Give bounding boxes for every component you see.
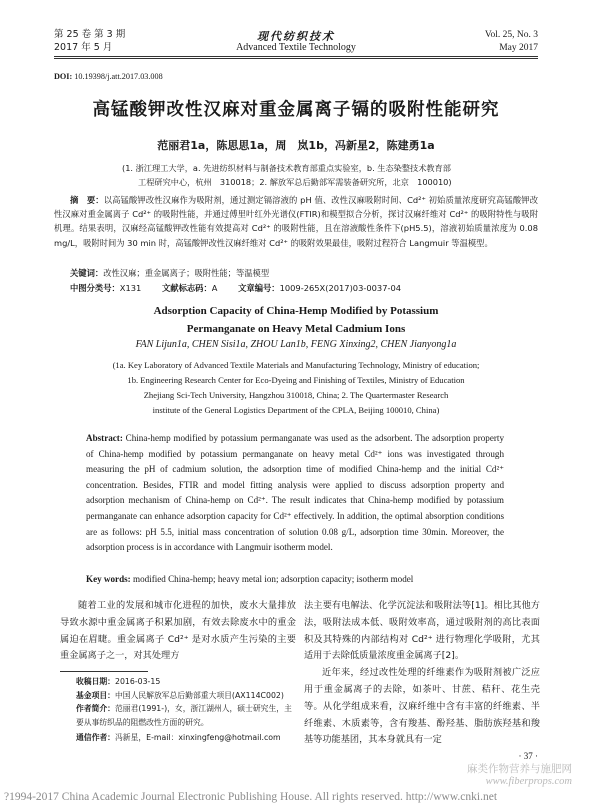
doc-code-value: A (211, 283, 218, 293)
abstract-en-label: Abstract: (86, 433, 123, 443)
keywords-en (86, 574, 504, 584)
affiliation-en-line: institute of the General Logistics Department of the CPLA, Beijing 100010, China) (152, 405, 440, 415)
journal-title-en: Advanced Textile Technology (236, 42, 356, 53)
journal-title-zh: 现代纺织技术 (257, 30, 335, 43)
abstract-en-text: China-hemp modified by potassium permanganate was used as the adsorbent. The adsorption property of China-hemp modified by potassium permanganate on heavy metal Cd²⁺ ions was investigated through measuring the pH of cadmium solution, the adsorption time of modified China-hemp and the initial Cd²⁺ concentration. Besides, FTIR and model fitting analysis were applied to discuss adsorption property and adsorption mechanism of China-hemp on Cd²⁺. The result indicates that China-hemp modified by potassium permanganate can enhance adsorption capacity for Cd²⁺ effectively. In addition, the optimal absorption conditions are as follows: pH 5.5, initial mass concentration of solution 0.08 g/L, adsorption time 30min. Moreover, the adsorption process is in accordance with Langmuir isotherm model. (86, 433, 504, 553)
watermark-url: www.fiberprops.com (485, 776, 572, 787)
clc-label: 中图分类号： (70, 283, 120, 293)
keywords-en-text: modified China-hemp; heavy metal ion; adsorption capacity; isotherm model (133, 574, 414, 584)
paper-title-zh: 高锰酸钾改性汉麻对重金属离子镉的吸附性能研究 (92, 100, 500, 120)
paper-title-en-line2: Permanganate on Heavy Metal Cadmium Ions (186, 323, 406, 335)
copyright-footer: ?1994-2017 China Academic Journal Electronic Publishing House. All rights reserved. http://www.cnki.net (4, 791, 498, 803)
body-right-column (304, 598, 540, 749)
classification-line (70, 282, 401, 295)
volume-number-en: Vol. 25, No. 3 (484, 30, 538, 40)
header-rule-2 (54, 58, 538, 59)
paper-title-en (0, 302, 592, 338)
watermark-site-name: 麻类作物营养与施肥网 (467, 763, 572, 775)
doi-label: DOI: (54, 72, 73, 81)
footnotes (60, 675, 296, 745)
corresponding-label: 通信作者： (76, 733, 115, 742)
abstract-zh-text: 以高锰酸钾改性汉麻作为吸附剂，通过测定镉溶液的 pH 值、改性汉麻吸附时间、Cd²⁺ 初始质量浓度研究高锰酸钾改性汉麻对重金属离子 Cd²⁺ 的吸附性能，并通过傅里叶红外光谱仪(FTIR)和模型拟合分析，探讨汉麻纤维对 Cd²⁺ 的吸附特性与吸附机理。结果表明，汉麻经高锰酸钾改性能有效提高对 Cd²⁺ 的吸附性能，且在溶液酸性条件下(pH5.5)，溶液初始质量浓度为 0.08 mg/L，吸附时间为 30 min 时，高锰酸钾改性汉麻纤维对 Cd²⁺ 的吸附效果最佳，吸附过程符合 Langmuir 等温模型。 (54, 195, 538, 248)
clc-value: X131 (119, 283, 142, 293)
abstract-zh-label: 摘 要： (70, 195, 104, 205)
fund-value: 中国人民解放军总后勤部重大项目(AX114C002) (114, 690, 284, 700)
keywords-en-label: Key words: (86, 574, 131, 584)
keywords-zh-label: 关键词： (70, 268, 104, 278)
abstract-zh (54, 193, 538, 250)
affiliation-en-line: (1a. Key Laboratory of Advanced Textile Materials and Manufacturing Technology, Ministry of education; (112, 360, 480, 370)
affiliation-en-line: Zhejiang Sci-Tech University, Hangzhou 310018, China; 2. The Quartermaster Research (143, 390, 449, 400)
body-right-paragraph: 近年来，经过改性处理的纤维素作为吸附剂被广泛应用于重金属离子的去除，如茶叶、甘蔗、秸秆、花生壳等。从化学组成来看，汉麻纤维中含有丰富的纤维素、半纤维素、木质素等，含有羧基、酚羟基、脂肪族羟基和羧基等功能基团，其本身就具有一定 (304, 667, 540, 746)
corresponding-value: 冯新星，E-mail：xinxingfeng@hotmail.com (114, 733, 281, 742)
paper-title-en-line1: Adsorption Capacity of China-Hemp Modified by Potassium (153, 305, 439, 317)
keywords-zh-text: 改性汉麻；重金属离子；吸附性能；等温模型 (103, 268, 270, 278)
article-number-value: 1009-265X(2017)03-0037-04 (279, 283, 402, 293)
footnote-bio (60, 702, 296, 729)
doi (54, 72, 163, 81)
header-rule (54, 56, 538, 57)
authors-en: FAN Lijun1a, CHEN Sisi1a, ZHOU Lan1b, FENG Xinxing2, CHEN Jianyong1a (135, 339, 457, 350)
authors-zh: 范丽君1a，陈思思1a，周 岚1b，冯新星2，陈建勇1a (157, 139, 435, 152)
doi-value: 10.19398/j.att.2017.03.008 (74, 72, 163, 81)
footnote-received (60, 675, 296, 689)
received-value: 2016-03-15 (114, 677, 161, 686)
keywords-zh (70, 267, 269, 280)
affiliation-zh-line1: (1. 浙江理工大学，a. 先进纺织材料与制备技术教育部重点实验室，b. 生态染整技术教育部 (122, 163, 451, 173)
affiliation-en-line: 1b. Engineering Research Center for Eco-Dyeing and Finishing of Textiles, Ministry of Education (127, 375, 465, 385)
page-number: · 37 · (518, 751, 538, 761)
article-number-label: 文章编号： (238, 283, 280, 293)
footnote-corresponding (60, 731, 296, 745)
body-right-paragraph: 法主要有电解法、化学沉淀法和吸附法等[1]。相比其他方法，吸附法成本低、吸附效率高，通过吸附剂的高比表面积及其特殊的内部结构对 Cd²⁺ 进行物理化学吸附，尤其适用于去除低质量浓度重金属离子[2]。 (304, 600, 540, 662)
issue-volume: 第 25 卷 第 3 期 (54, 29, 126, 40)
date-en: May 2017 (499, 43, 538, 53)
bio-value: 范丽君(1991-)，女，浙江湖州人，硕士研究生，主要从事纺织品的阻燃改性方面的研究。 (76, 704, 292, 727)
issue-date: 2017 年 5 月 (54, 42, 113, 53)
body-left-paragraph: 随着工业的发展和城市化进程的加快，废水大量排放导致水源中重金属离子积累加剧，有效去除废水中的重金属迫在眉睫。重金属离子 Cd²⁺ 是对水质产生污染的主要重金属离子之一，对其处理方 (60, 600, 296, 662)
footnote-fund (60, 689, 296, 703)
doc-code-label: 文献标志码： (161, 283, 212, 293)
bio-label: 作者简介： (76, 704, 115, 713)
fund-label: 基金项目： (76, 690, 115, 700)
footnote-rule (60, 671, 148, 672)
received-label: 收稿日期： (76, 677, 115, 686)
affiliation-zh-line2: 工程研究中心，杭州 310018；2. 解放军总后勤部军需装备研究所，北京 100010) (138, 177, 452, 187)
abstract-en (86, 431, 504, 556)
affiliation-en (0, 358, 592, 418)
